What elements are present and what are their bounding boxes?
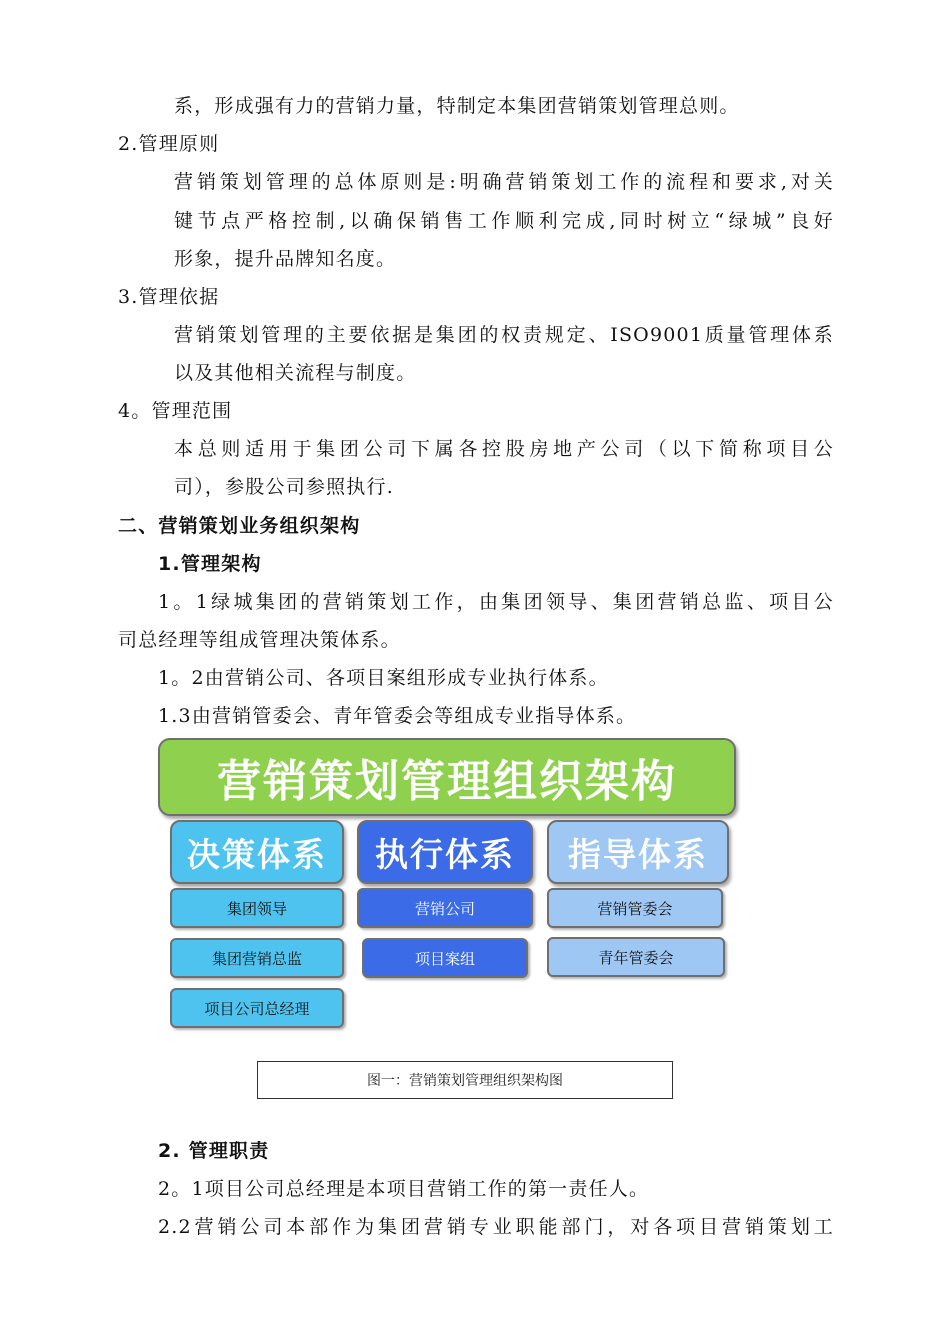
subheading-duties: 2. 管理职责 [158,1140,270,1162]
org-chart-title: 营销策划管理组织架构 [158,738,736,816]
guidance-system-header: 指导体系 [547,820,729,884]
paragraph-line: 键节点严格控制,以确保销售工作顺利完成,同时树立“绿城”良好 [174,210,834,232]
paragraph-line: 2。1项目公司总经理是本项目营销工作的第一责任人。 [158,1178,650,1200]
org-node: 青年管委会 [547,937,725,977]
paragraph-line: 2.2营销公司本部作为集团营销专业职能部门，对各项目营销策划工 [158,1216,834,1238]
paragraph-line: 1。1绿城集团的营销策划工作，由集团领导、集团营销总监、项目公 [158,591,834,613]
execution-system-header: 执行体系 [357,820,533,884]
paragraph-line: 系，形成强有力的营销力量，特制定本集团营销策划管理总则。 [174,95,740,117]
org-node: 集团领导 [170,888,344,928]
heading-management-principle: 2.管理原则 [118,133,220,155]
paragraph-line: 1.3由营销管委会、青年管委会等组成专业指导体系。 [158,705,637,727]
org-node: 项目公司总经理 [170,988,344,1028]
heading-management-basis: 3.管理依据 [118,286,220,308]
org-chart-diagram [158,738,736,1038]
section-heading: 二、营销策划业务组织架构 [118,515,361,537]
paragraph-line: 司总经理等组成管理决策体系。 [118,629,401,651]
org-node: 项目案组 [362,938,528,978]
paragraph-line: 以及其他相关流程与制度。 [174,362,417,384]
paragraph-line: 本总则适用于集团公司下属各控股房地产公司（以下简称项目公 [174,438,834,460]
subheading-framework: 1.管理架构 [158,553,262,575]
paragraph-line: 营销策划管理的主要依据是集团的权责规定、ISO9001质量管理体系 [174,324,834,346]
heading-management-scope: 4。管理范围 [118,400,233,422]
org-node: 营销管委会 [547,888,723,928]
figure-caption: 图一：营销策划管理组织架构图 [257,1061,673,1099]
decision-system-header: 决策体系 [170,820,344,884]
org-node: 集团营销总监 [170,938,344,978]
paragraph-line: 1。2由营销公司、各项目案组形成专业执行体系。 [158,667,609,689]
org-node: 营销公司 [357,888,533,928]
paragraph-line: 形象，提升品牌知名度。 [174,248,397,270]
paragraph-line: 营销策划管理的总体原则是:明确营销策划工作的流程和要求,对关 [174,171,834,193]
paragraph-line: 司），参股公司参照执行. [174,476,394,498]
